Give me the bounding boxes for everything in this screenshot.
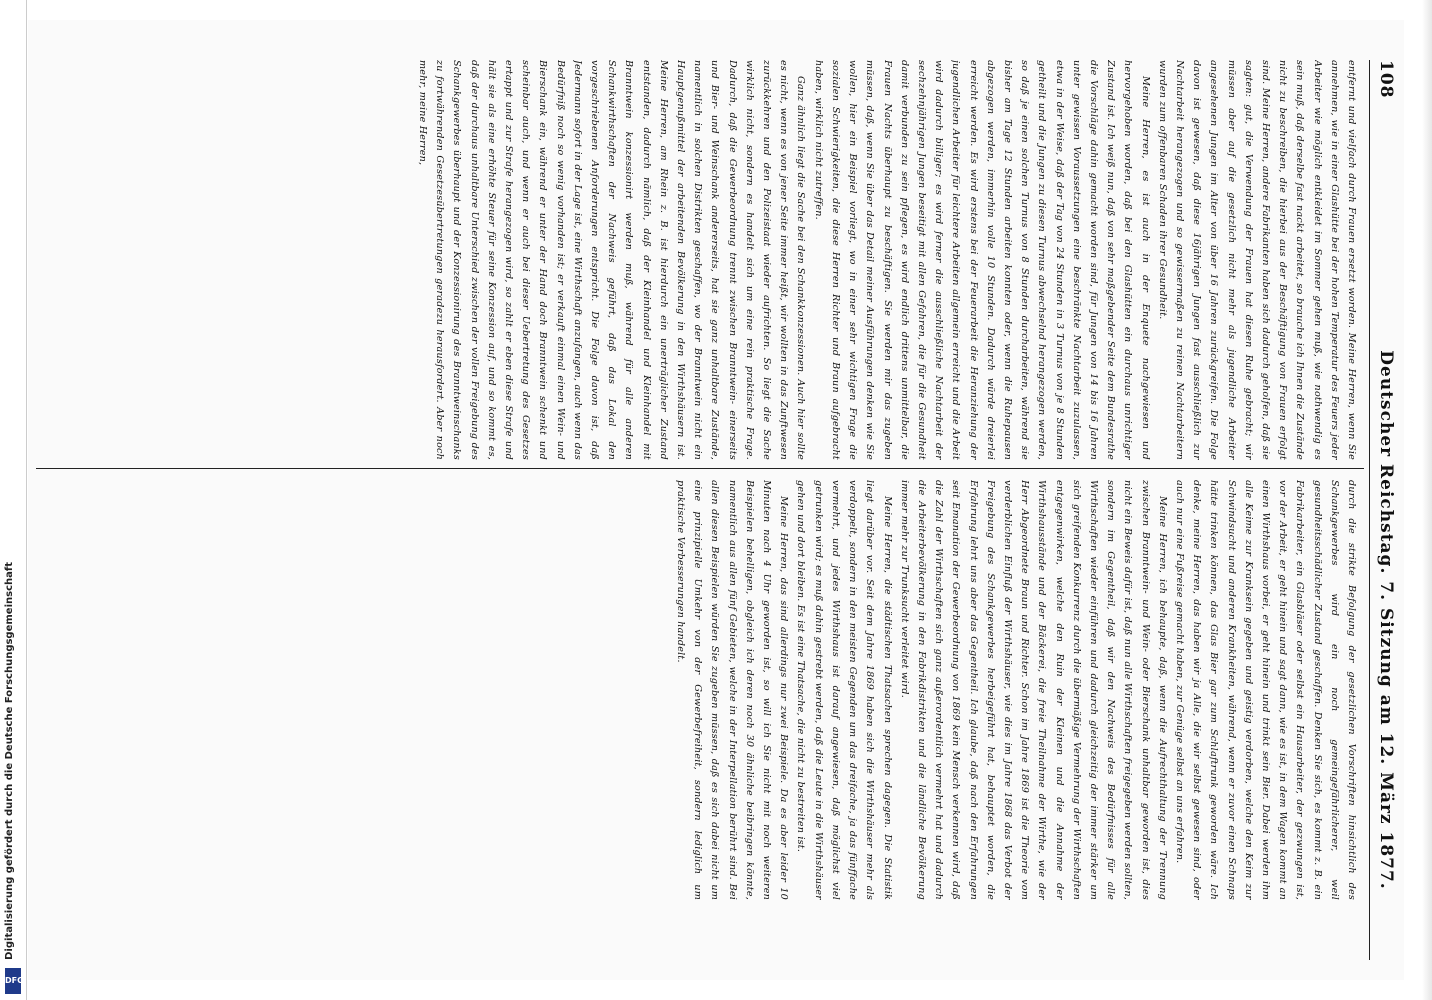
paragraph: Meine Herren, es ist auch in der Enquete nachgewiesen und hervorgehoben worden, daß bei den Glashütten ein durchaus unrichtiger Zustand ist. Ich weiß nun, daß von sehr maßgebender Seite dem Bundesrathe die Vorschläge dahin gemacht worden sind, für Jungen von 14 bis 16 Jahren unter gewissen Voraussetzungen eine beschränkte Nachtarbeit zuzulassen, etwa in der Weise, daß der Tag von 24 Stunden in 3 Turnus von je 8 Stunden getheilt und die Jungen zu diesen Turnus abwechselnd herangezogen werden, so daß je einen solchen Turnus von 8 Stunden durcharbeiten, während sie bisher am Tage 12 Stunden arbeiten konnten oder, wenn die Ruhepausen abgezogen werden, immerhin volle 10 Stunden. Dadurch würde dreierlei erreicht werden. Es wird erstens bei der Feuerarbeit die Heranziehung der jugendlichen Arbeiter für leichtere Arbeiten allgemein erreicht und die Arbeit wird dadurch billiger; es wird ferner die ausschließliche Nachtarbeit der sechzehnjährigen Jungen beseitigt mit allen Gefahren, die für die Gesundheit damit verbunden zu sein pflegen, es wird endlich drittens unmittelbar, die Frauen Nachts überhaupt zu beschäftigen. Sie werden mir das zugeben müssen, daß, wenn Sie über das Detail meiner Ausführungen denken wie Sie wollen, hier ein Beispiel vorliegt, wo in einer sehr wichtigen Frage die sozialen Schwierigkeiten, die diese Herren Richter und Braun aufgebracht haben, wirklich nicht zutreffen. — [812, 60, 1151, 460]
document-page — [28, 20, 1404, 980]
dfg-logo-icon: DFG — [5, 968, 21, 994]
paragraph: Meine Herren, das sind allerdings nur zwei Beispiele. Da es aber leider 10 Minuten nach 4 Uhr geworden ist, so will ich Sie nicht mit noch weiteren Beispielen behelligen, obgleich ich deren noch 30 ähnliche beibringen könnte, namentlich aus allen fünf Gebieten, welche in der Interpellation berührt sind. Bei allen diesen Beispielen würden Sie zugeben müssen, daß es sich dabei nicht um eine prinzipielle Umkehr von der Gewerbefreiheit, sondern lediglich um praktische Verbesserungen handelt. — [675, 480, 790, 900]
paragraph: durch die strikte Befolgung der gesetzlichen Vorschriften hinsichtlich des Schankgewerbes wird ein noch gemeingefährlicherer, weil gesundheitsschädlicher Zustand geschaffen. Denken Sie sich, es kommt z. B. ein Fabrikarbeiter, ein Glasbläser oder selbst ein Hausarbeiter, der gezwungen ist, vor der Arbeit, er geht hinein und sagt dann, wie es ist, in dem Wagen kommt an einen Wirthshaus vorbei, er geht hinein und trinkt sein Bier. Dabei werden ihm alle Keime zur Kranksein gegeben und geistig verdorben, welche den Keim zur Schwindsucht und anderen Krankheiten, während, wenn er zuvor einen Schnaps hätte trinken können, das Glas Bier gar zum Schlaftrunk geworden wäre. Ich denke, meine Herren, das haben wir ja Alle, die wir selbst gewesen sind, oder auch nur eine Fußreise gemacht haben, zur Genüge selbst an uns erfahren. — [1173, 480, 1357, 900]
column-divider — [36, 468, 1364, 469]
page-title: Deutscher Reichstag. 7. Sitzung am 12. März 1877. — [1376, 350, 1396, 890]
paragraph: entfernt und vielfach durch Frauen ersetzt worden. Meine Herren, wenn Sie annehmen, wie in einer Glashütte bei der hohen Temperatur des Feuers jeder Arbeiter wie möglich entkleidet im Sommer gehen muß, wie nothwendig es sein muß, daß derselbe fast nackt arbeitet, so brauche ich Ihnen die Zustände nicht zu beschreiben, die hierbei aus der Beschäftigung von Frauen erfolgt sind. Meine Herren, andere Fabrikanten haben sich dadurch geholfen, daß sie sagten: gut, die Verwendung der Frauen hat diesen Ruhe gebracht; wir müssen aber auf die gesetzlich nicht mehr als jugendliche Arbeiter angesehenen Jungen im Alter von über 16 Jahren zurückgreifen. Die Folge davon ist gewesen, daß diese 16jährigen Jungen fast ausschließlich zur Nachtarbeit herangezogen und so gewissermaßen zu reinen Nachtarbeitern wurden zum offenbaren Schaden ihrer Gesundheit. — [1156, 60, 1357, 460]
funding-notice: Digitalisierung gefördert durch die Deutsche Forschungsgemeinschaft — [4, 562, 15, 960]
scan-edge — [1422, 0, 1432, 1000]
paragraph: Ganz ähnlich liegt die Sache bei den Schankkonzessionen. Auch hier sollte es nicht, wenn es von jener Seite immer heißt, wir wollten in das Zunftwesen zurückkehren und den Polizeistaat wieder aufrichten. So liegt die Sache wirklich nicht, sondern es handelt sich um eine rein praktische Frage. Dadurch, daß die Gewerbeordnung trennt zwischen Branntwein- einerseits und Bier- und Weinschank andererseits, hat sie ganz unhaltbare Zustände, namentlich in solchen Distrikten geschaffen, wo der Branntwein nicht ein Hauptgenußmittel der arbeitenden Bevölkerung in den Wirthshäusern ist. Meine Herren, am Rhein z. B. ist hierdurch ein unerträglicher Zustand entstanden, dadurch nämlich, daß der Kleinhandel und Kleinhandel mit Branntwein konzessionirt werden muß, während für alle anderen Schankwirthschaften der Nachweis geführt, daß das Lokal den vorgeschriebenen Anforderungen entspricht. Die Folge davon ist, daß Jedermann sofort in der Lage ist, eine Wirthschaft anzufangen, auch wenn das Bedürfniß noch so wenig vorhanden ist; er verkauft einmal einen Wein- und Bierschank ein, während er unter der Hand doch Branntwein schenkt und scheinbar auch, und wenn er auch bei dieser Uebertretung des Gesetzes ertappt und zur Strafe herangezogen wird, so zahlt er eben diese Strafe und hält sie als eine erhöhte Steuer für seine Konzession auf, und so kommt es, daß der durchaus unhaltbare Unterschied zwischen der vollen Freigebung des Schankgewerbes überhaupt und der Konzessionirung des Branntweinschanks zu fortwährenden Gesetzesübertretungen geradezu herausfordert. Aber noch mehr, meine Herren, — [417, 60, 807, 460]
funding-strip — [0, 0, 27, 1000]
left-column — [40, 60, 1360, 460]
paragraph: Meine Herren, ich behaupte, daß, wenn die Aufrechthaltung der Trennung zwischen Branntwein- und Wein- oder Bierschank unhaltbar geworden ist, dies nicht ein Beweis dafür ist, daß nun alle Wirthschaften freigegeben werden sollten, sondern im Gegentheil, daß wir den Nachweis des Bedürfnisses für alle Wirthschaften wieder einführen und dadurch gleichzeitig der immer stärker um sich greifenden Konkurrenz durch die übermäßige Vermehrung der Wirthschaften entgegenwirken, welche den Ruin der Kleinen und die Annahme der Wirthshausstände und der Bäckerei, die freie Theilnahme der Wirthe, wie der Herr Abgeordnete Braun und Richter. Schon im Jahre 1869 ist die Theorie vom verderblichen Einfluß der Wirthshäuser, wie dies im Jahre 1868 das Verbot der Freigebung des Schankgewerbes herbeigeführt hat, behauptet worden, die Erfahrung lehrt uns aber das Gegentheil. Ich glaube, daß nach den Erfahrungen seit Emanation der Gewerbeordnung von 1869 kein Mensch verkennen wird, daß die Zahl der Wirthschaften sich ganz außerordentlich vermehrt hat und dadurch die Arbeiterbevölkerung in den Fabrikdistrikten und die ländliche Bevölkerung immer mehr zur Trunksucht verleitet wird. — [898, 480, 1168, 900]
right-column — [40, 480, 1360, 900]
page-header — [1369, 60, 1396, 960]
page-number: 108 — [1376, 60, 1396, 99]
paragraph: Meine Herren, die städtischen Thatsachen sprechen dagegen. Die Statistik liegt darüber vor. Seit dem Jahre 1869 haben sich die Wirthshäuser mehr als verdoppelt, sondern in den meisten Gegenden um das dreifache, ja das fünffache vermehrt, und jedes Wirthshaus ist darauf angewiesen, daß möglichst viel getrunken wird; es muß dahin gestrebt werden, daß die Leute in die Wirthshäuser gehen und dort bleiben. Es ist eine Thatsache, die nicht zu bestreiten ist. — [795, 480, 893, 900]
